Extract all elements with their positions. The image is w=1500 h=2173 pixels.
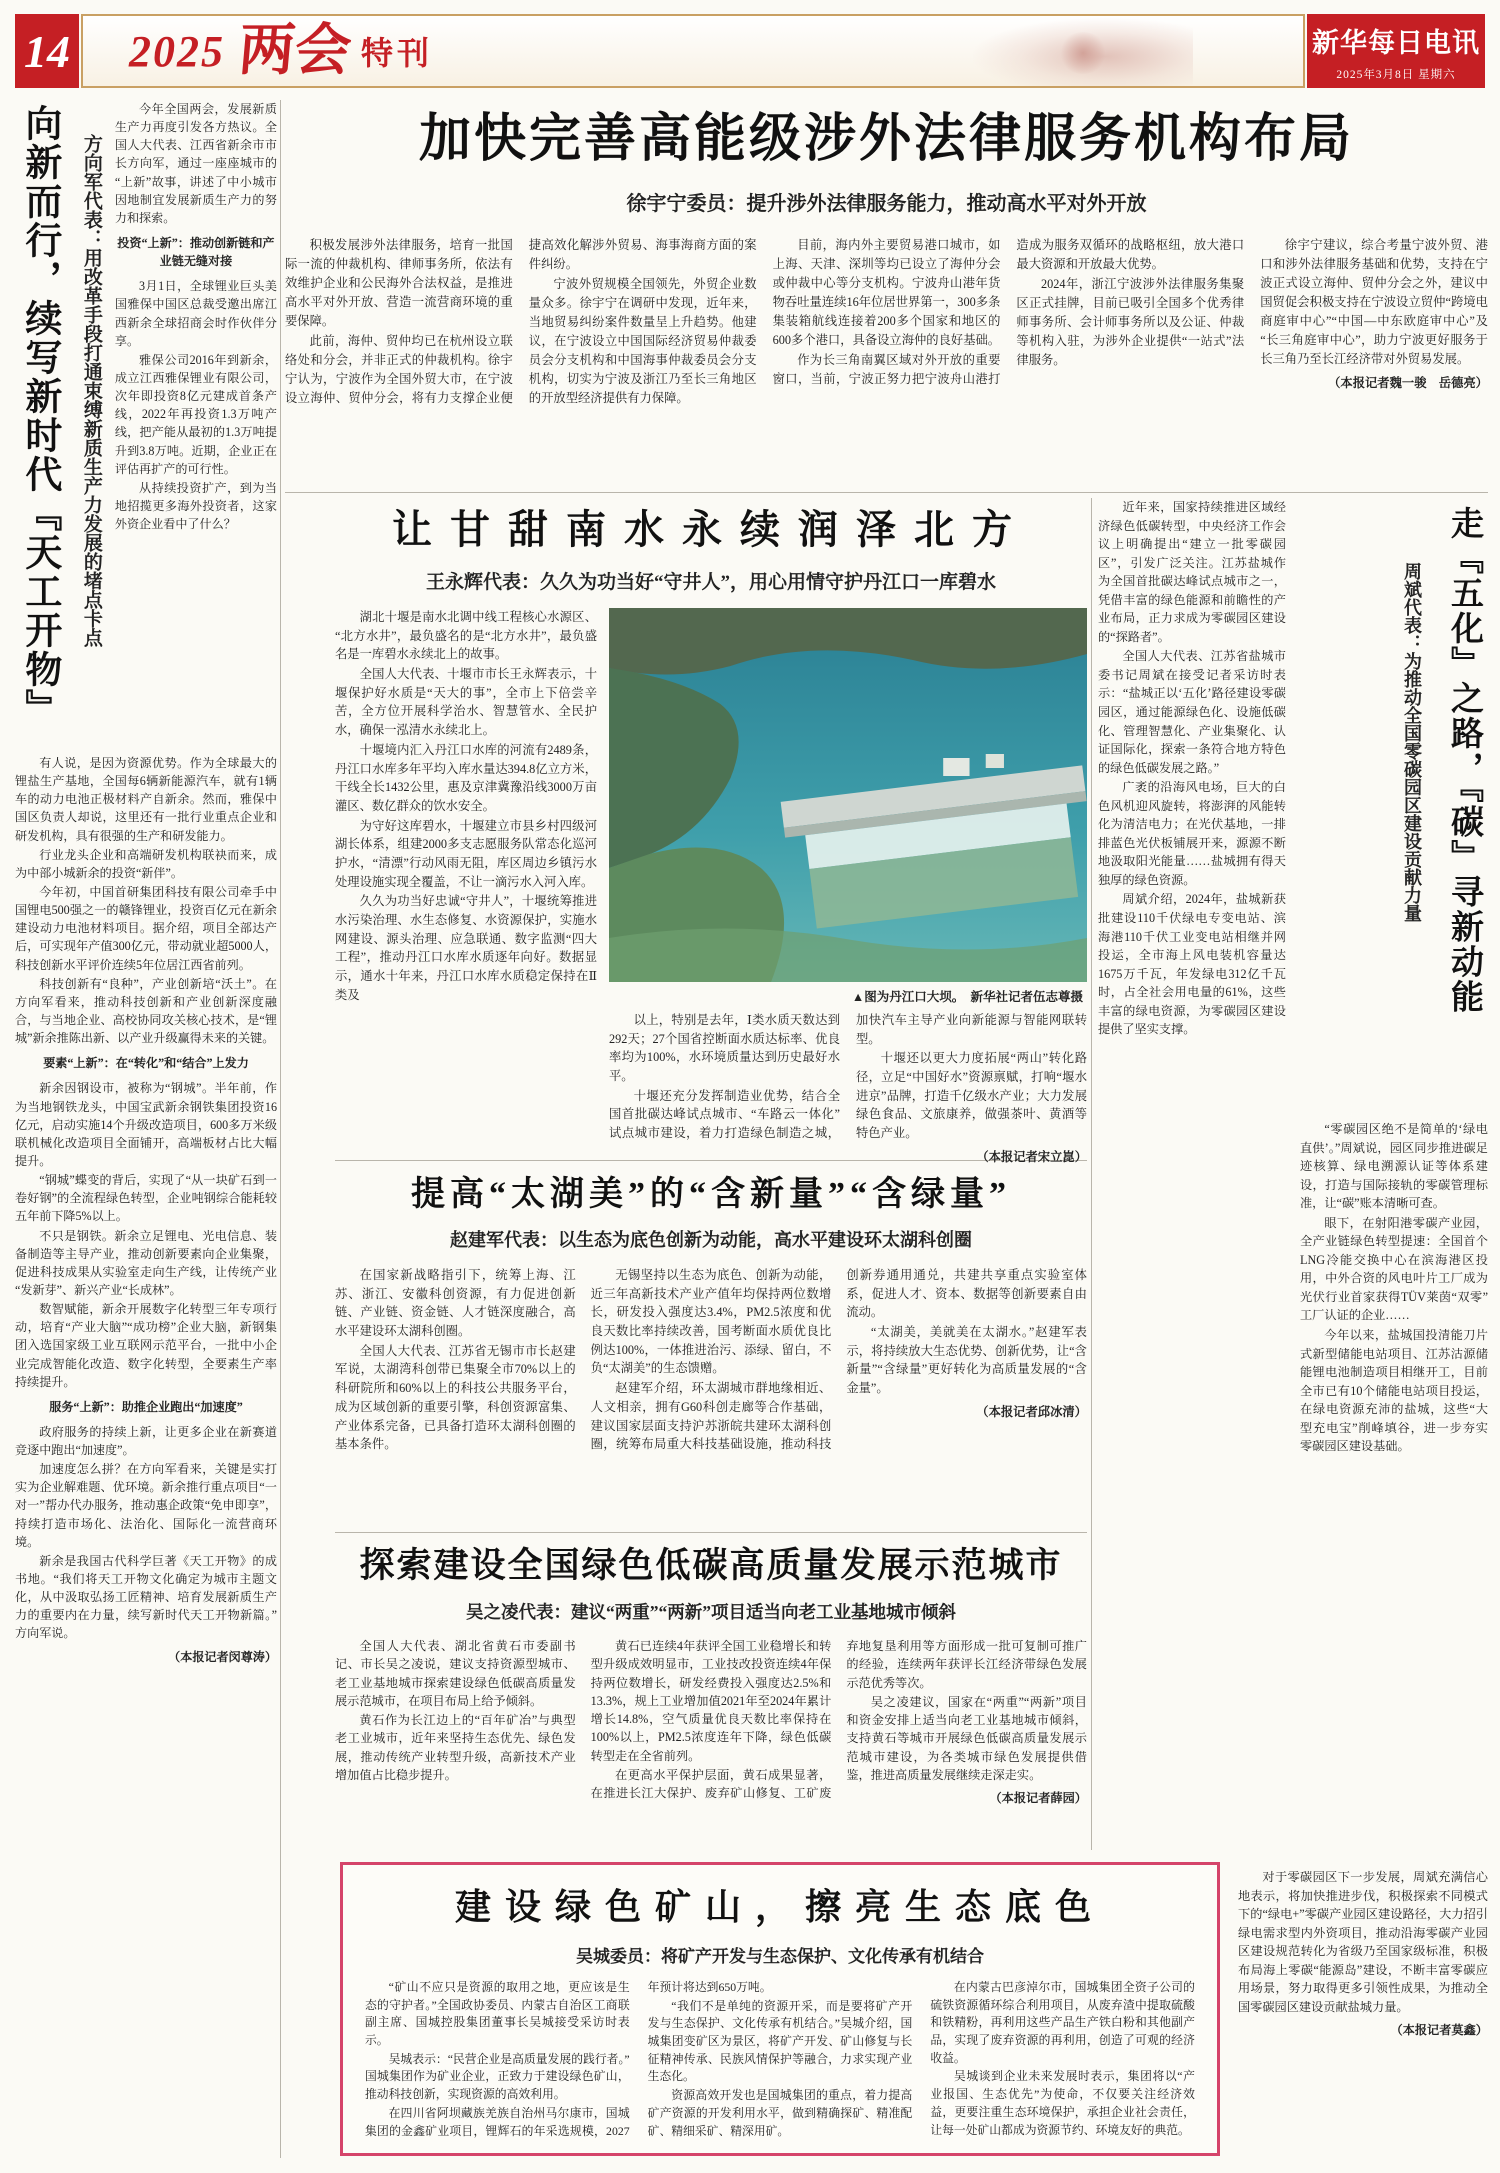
divider-left-column	[280, 100, 281, 2158]
article-taihu-body	[335, 1266, 1087, 1528]
article-zero-carbon-headblock	[1300, 498, 1488, 1110]
edition-suffix: 特刊	[361, 35, 434, 71]
paragraph: 吴城谈到企业未来发展时表示，集团将以“产业报国、生态优先”为使命，不仅要关注经济效益，更要注重生态环境保护，承担企业社会责任，让每一处矿山都成为资源节约、环境友好的典范。	[930, 2069, 1195, 2137]
paragraph: 有人说，是因为资源优势。作为全球最大的锂盐生产基地，全国每6辆新能源汽车，就有1辆车的动力电池正极材料产自新余。然而，雅保中国区负责人却说，这里还有一批行业重点企业和研发机构，具有很强的生产和研发能力。	[15, 756, 277, 843]
article-zero-carbon-byline: 周斌代表：为推动全国零碳园区建设贡献力量	[1402, 562, 1422, 922]
masthead-title: 新华每日电讯	[1312, 27, 1480, 58]
paragraph: 湖北十堰是南水北调中线工程核心水源区、“北方水井”，最负盛名的是“北方水井”，最负盛名是一库碧水永续北上的故事。	[335, 610, 597, 662]
article-green-mine-subtitle: 吴城委员：将矿产开发与生态保护、文化传承有机结合	[576, 1947, 984, 1966]
reporter-credit: （本报记者魏一骏 岳德亮）	[1328, 376, 1488, 391]
paragraph: 在内蒙古巴彦淖尔市，国城集团全资子公司的硫铁资源循环综合利用项目，从废弃渣中提取硫酸和铁精粉，再利用这些产品生产铁白粉和其他副产品，实现了废弃资源的再利用，创造了可观的经济收益。	[930, 1980, 1195, 2065]
article-foreign-law-subtitle: 徐宇宁委员：提升涉外法律服务能力，推动高水平对外开放	[626, 193, 1147, 215]
article-south-water-bottom	[609, 1011, 1087, 1174]
paragraph: “矿山不应只是资源的取用之地，更应该是生态的守护者。”全国政协委员、内蒙古自治区工商联副主席、国城控股集团董事长吴城接受采访时表示。	[365, 1980, 630, 2048]
edition-year: 2025	[129, 26, 225, 76]
paragraph: 吴城表示：“民营企业是高质量发展的践行者。”国城集团作为矿业企业，正致力于建设绿色矿山，推动科技创新，实现资源的高效利用。	[365, 2051, 630, 2102]
paragraph: 数智赋能，新余开展数字化转型三年专项行动，培育“产业大脑”“成功榜”企业大脑，新钢集团入选国家级工业互联网示范平台，一批中小企业完成智能化改造、数字化转型，全要素生产率持续提升。	[15, 1302, 277, 1389]
section-subhead: 要素“上新”：在“转化”和“结合”上发力	[43, 1056, 249, 1071]
paragraph: 徐宇宁建议，综合考量宁波外贸、港口和涉外法律服务基础和优势，支持在宁波正式设立海仲、贸仲分会之外，建议中国贸促会积极支持在宁波设立贸仲“跨境电商庭审中心”“中国—中东欧庭审中心”及“长三角庭审中心”，助力宁波更好服务于长三角乃至长江经济带对外贸易发展。	[1260, 238, 1488, 367]
paragraph: 广袤的沿海风电场，巨大的白色风机迎风旋转，将澎湃的风能转化为清洁电力；在光伏基地，一排排蓝色光伏板铺展开来，源源不断地汲取阳光能量……盐城拥有得天独厚的绿色资源。	[1098, 780, 1286, 887]
article-zero-carbon-column-a	[1098, 498, 1286, 1854]
reporter-credit: （本报记者闵尊涛）	[168, 1649, 277, 1664]
reporter-credit: （本报记者宋立崑）	[976, 1149, 1087, 1164]
paragraph: 今年全国两会，发展新质生产力再度引发各方热议。全国人大代表、江西省新余市市长方向军，通过一座座城市的“上新”故事，讲述了中小城市因地制宜发展新质生产力的努力和探索。	[114, 102, 277, 225]
section-subhead: 投资“上新”：推动创新链和产业链无缝对接	[117, 235, 275, 269]
paragraph: “钢城”蝶变的背后，实现了“从一块矿石到一卷好钢”的全流程绿色转型，企业吨钢综合能耗较五年前下降5%以上。	[15, 1173, 277, 1224]
paragraph: 从持续投资扩产，到为当地招揽更多海外投资者，这家外资企业看中了什么？	[114, 480, 277, 532]
article-demo-city-subtitle: 吴之凌代表：建议“两重”“两新”项目适当向老工业基地城市倾斜	[466, 1602, 956, 1622]
paragraph: 全国人大代表、湖北省黄石市委副书记、市长吴之凌说，建议支持资源型城市、老工业基地城市探索建设绿色低碳高质量发展示范城市，在项目布局上给予倾斜。	[335, 1639, 576, 1708]
article-south-water-left-column	[335, 608, 597, 1174]
divider-right-column	[1091, 498, 1092, 1850]
paragraph: 黄石作为长江边上的“百年矿冶”与典型老工业城市，近年来坚持生态优先、绿色发展，推动传统产业转型升级，高新技术产业增加值占比稳步提升。	[335, 1713, 576, 1783]
article-foreign-law	[285, 96, 1488, 488]
article-xinyu-intro	[115, 100, 277, 748]
paragraph: 加速度怎么拼？在方向军看来，关键是实打实为企业解难题、优环境。新余推行重点项目“一对一”帮办代办服务，推动惠企政策“免申即享”，持续打造市场化、法治化、国际化一流营商环境。	[15, 1462, 277, 1549]
article-taihu-subtitle: 赵建军代表：以生态为底色创新为动能，高水平建设环太湖科创圈	[450, 1230, 972, 1250]
article-foreign-law-body	[285, 236, 1488, 488]
article-zero-carbon-column-b-text	[1300, 1120, 1488, 1854]
article-zero-carbon-column-b	[1300, 498, 1488, 1854]
paragraph: 资源高效开发也是国城集团的重点，着力提高矿产资源的开发利用水平，做到精确探矿、精准配矿、精细采矿、精深用矿。	[647, 2088, 913, 2138]
paragraph: 眼下，在射阳港零碳产业园，全产业链绿色转型提速：全国首个LNG冷能交换中心在滨海港区投用，中外合资的风电叶片工厂成为光伏行业首家获得TÜV莱茵“双零”工厂认证的企业……	[1300, 1215, 1488, 1323]
paragraph: 全国人大代表、江苏省盐城市委书记周斌在接受记者采访时表示：“盐城正以‘五化’路径建设零碳园区，通过能源绿色化、设施低碳化、管理智慧化、产业集聚化、认证国际化，探索一条符合地方特色的绿色低碳发展之路。”	[1098, 649, 1286, 775]
paragraph: 为守好这库碧水，十堰建立市县乡村四级河湖长体系，组建2000多支志愿服务队常态化巡河护水，“清漂”行动风雨无阻，库区周边乡镇污水处理设施实现全覆盖，不让一滴污水入河入库。	[335, 818, 597, 889]
paragraph: 久久为功当好忠诚“守井人”，十堰统筹推进水污染治理、水生态修复、水资源保护，实施水网建设、源头治理、应急联通、数字监测“四大工程”，推动丹江口水库水质逐年向好。数据显示，通水十年来，丹江口水库水质稳定保持在Ⅱ类及	[335, 894, 597, 1002]
article-xinyu	[15, 100, 277, 2160]
dam-photo-illustration	[609, 608, 1087, 982]
paragraph: 此前，海仲、贸仲均已在杭州设立联络处和分会，并非正式的仲裁机构。徐宇宁认为，宁波作为全国外贸大市，在宁波设立海仲、贸仲分会，将有力支撑企业便捷高效化解涉外贸易、海事海商方面的案件纠纷。	[285, 238, 757, 406]
divider-taihu-democity	[335, 1532, 1087, 1533]
article-zero-carbon-continuation	[1238, 1868, 1488, 2158]
paragraph: 政府服务的持续上新，让更多企业在新赛道竞逐中跑出“加速度”。	[15, 1424, 277, 1458]
article-south-water	[335, 498, 1087, 1174]
paragraph: 目前，海内外主要贸易港口城市，如上海、天津、深圳等均已设立了海仲分会或仲裁中心等分支机构。宁波舟山港年货物吞吐量连续16年位居世界第一，300多条集装箱航线连接着200多个国家和地区的600多个港口，具备设立海仲的良好基础。	[772, 238, 1001, 348]
paragraph: 新余因钢设市，被称为“钢城”。半年前，作为当地钢铁龙头，中国宝武新余钢铁集团投资16亿元，启动实施14个升级改造项目，600多万米级联机械化改造项目全面铺开，高端板材占比大幅提升。	[15, 1081, 277, 1168]
paragraph: 2024年，浙江宁波涉外法律服务集聚区正式挂牌，目前已吸引全国多个优秀律师事务所、会计师事务所以及公证、仲裁等机构入驻，为涉外企业提供“一站式”法律服务。	[1016, 277, 1245, 368]
dam-photo	[609, 608, 1087, 982]
reporter-credit: （本报记者邱冰清）	[976, 1404, 1087, 1419]
article-south-water-subtitle: 王永辉代表：久久为功当好“守井人”，用心用情守护丹江口一库碧水	[425, 572, 996, 593]
paragraph: 行业龙头企业和高端研发机构联袂而来，成为中部小城新余的投资“新伴”。	[15, 847, 277, 880]
paragraph: 在四川省阿坝藏族羌族自治州马尔康市，国城集团的金鑫矿业项目，锂辉石的年采选规模，2027年预计将达到650万吨。	[365, 1980, 772, 2138]
paragraph: 不只是钢铁。新余立足锂电、光电信息、装备制造等主导产业，推动创新要素向企业集聚，促进科技成果从实验室走向生产线，让传统产业“发新芽”、新兴产业“长成林”。	[15, 1228, 277, 1297]
article-xinyu-body	[15, 754, 277, 2149]
article-demo-city	[335, 1538, 1087, 1851]
paragraph: 对于零碳园区下一步发展，周斌充满信心地表示，将加快推进步伐，积极探索不同模式下的“绿电+”零碳产业园区建设路径，大力招引绿电需求型内外资项目，推动沿海零碳产业园区建设规范转化为省级乃至国家级标准，积极布局海上零碳“能源岛”建设，不断丰富零碳应用场景，努力取得更多引领性成果，为推动全国零碳园区建设贡献盐城力量。	[1238, 1870, 1488, 2014]
paragraph: 十堰还以更大力度拓展“两山”转化路径，立足“中国好水”资源禀赋，打响“堰水进京”品牌，打造千亿级水产业；大力发展绿色食品、文旅康养，做强茶叶、黄酒等特色产业。	[856, 1051, 1087, 1141]
article-south-water-right	[609, 608, 1087, 1174]
article-south-water-main	[335, 608, 1087, 1174]
paragraph: 黄石已连续4年获评全国工业稳增长和转型升级成效明显市，工业技改投资连续4年保持两位数增长，研发经费投入强度达2.5%和13.3%，规上工业增加值2021年至2024年累计增长14.8%，空气质量优良天数比率保持在100%以上，PM2.5浓度连年下降，绿色低碳转型走在全省前列。	[590, 1639, 832, 1763]
paragraph: 吴之凌建议，国家在“两重”“两新”项目和资金安排上适当向老工业基地城市倾斜，支持黄石等城市开展绿色低碳高质量发展示范城市建设，为各类城市绿色发展提供借鉴，推进高质量发展继续走深走实。	[846, 1694, 1087, 1783]
article-green-mine-body	[365, 1979, 1195, 2147]
article-green-mine-headline: 建设绿色矿山，擦亮生态底色	[454, 1887, 1105, 1927]
paragraph: 今年初，中国首研集团科技有限公司牵手中国锂电500强之一的赣锋锂业，投资百亿元在新余建设动力电池材料项目。据介绍，项目全部达产后，可实现年产值300亿元，带动就业超5000人，科技创新水平评价连续5年位居江西省前列。	[15, 884, 277, 972]
paragraph: 今年以来，盐城国投清能刀片式新型储能电站项目、江苏沽源储能锂电池制造项目相继开工，目前全市已有10个储能电站项目投运，在绿电资源充沛的盐城，这些“大型充电宝”削峰填谷，进一步夯实零碳园区建设基础。	[1300, 1328, 1488, 1454]
article-taihu	[335, 1166, 1087, 1528]
page-header	[15, 14, 1485, 88]
article-zero-carbon	[1098, 498, 1488, 1854]
paragraph: 3月1日，全球锂业巨头美国雅保中国区总裁受邀出席江西新余全球招商会时作伙伴分享。	[114, 279, 277, 348]
article-taihu-headline: 提高“太湖美”的“含新量”“含绿量”	[411, 1176, 1011, 1213]
paragraph: 宁波外贸规模全国领先，外贸企业数量众多。徐宇宁在调研中发现，近年来，当地贸易纠纷案件数量呈上升趋势。他建议，在宁波设立中国国际经济贸易仲裁委员会分支机构和中国海事仲裁委员会分支机构，切实为宁波及浙江乃至长三角地区的开放型经济提供有力保障。	[528, 277, 757, 406]
paragraph: 在更高水平保护层面，黄石成果显著，在推进长江大保护、废弃矿山修复、工矿废弃地复垦利用等方面形成一批可复制可推广的经验，连续两年获评长江经济带绿色发展示范优秀等次。	[590, 1639, 1087, 1801]
paragraph: 科技创新有“良种”，产业创新培“沃土”。在方向军看来，推动科技创新和产业创新深度融合，与当地企业、高校协同攻关核心技术，是“锂城”新余推陈出新、以产业升级赢得未来的关键。	[15, 976, 277, 1046]
paragraph: 作为长三角南翼区域对外开放的重要窗口，当前，宁波正努力把宁波舟山港打造成为服务双循环的战略枢纽，放大港口最大资源和开放最大优势。	[772, 238, 1245, 387]
paragraph: 周斌介绍，2024年，盐城新获批建设110千伏绿电专变电站、滨海港110千伏工业变电站相继并网投运，全市海上风电装机容量达1675万千瓦，年发绿电312亿千瓦时，占全社会用电量的61%，这些丰富的绿电资源，为零碳园区建设提供了坚实支撑。	[1098, 892, 1286, 1037]
article-green-mine	[340, 1862, 1220, 2156]
paragraph: 近年来，国家持续推进区域经济绿色低碳转型，中央经济工作会议上明确提出“建立一批零碳园区”，引发广泛关注。江苏盐城作为全国首批碳达峰试点城市之一，凭借丰富的绿色能源和前瞻性的产业布局，正力求成为零碳园区建设的“探路者”。	[1098, 500, 1286, 644]
paragraph: 雅保公司2016年到新余，成立江西雅保锂业有限公司，次年即投资8亿元建成首条产线，2022年再投资1.3万吨产线，把产能从最初的1.3万吨提升到3.8万吨。近期，企业正在评估再扩产的可行性。	[114, 352, 277, 476]
edition-event-calligraphy: 两会	[236, 20, 354, 82]
paragraph: 全国人大代表、十堰市市长王永辉表示，十堰保护好水质是“天大的事”，全市上下倍尝辛苦，全方位开展科学治水、智慧管水、全民护水，确保一泓清水永续北上。	[335, 667, 597, 738]
article-foreign-law-headline: 加快完善高能级涉外法律服务机构布局	[418, 111, 1354, 168]
paragraph: 以上，特别是去年，Ⅰ类水质天数达到292天；27个国省控断面水质达标率、优良率均为100%，水环境质量达到历史最好水平。	[609, 1013, 840, 1084]
paragraph: 在国家新战略指引下，统筹上海、江苏、浙江、安徽科创资源，有力促进创新链、产业链、资金链、人才链深度融合，高水平建设环太湖科创圈。	[335, 1268, 576, 1339]
section-subhead: 服务“上新”：助推企业跑出“加速度”	[49, 1399, 243, 1414]
masthead	[1307, 14, 1485, 88]
article-xinyu-top	[15, 100, 277, 748]
article-demo-city-body	[335, 1637, 1087, 1851]
divider-under-top-article	[285, 492, 1488, 493]
paragraph: 无锡坚持以生态为底色、创新为动能，近三年高新技术产业产值年均保持两位数增长，研发投入强度达3.4%，PM2.5浓度和优良天数比率持续改善，国考断面水质优良比例达100%，一体推进治污、添绿、留白，不负“太湖美”的生态馈赠。	[590, 1268, 832, 1376]
article-south-water-headline: 让甘甜南水永续润泽北方	[392, 507, 1030, 552]
masthead-date: 2025年3月8日 星期六	[1336, 68, 1456, 81]
paragraph: “零碳园区绝不是简单的‘绿电直供’。”周斌说，园区同步推进碳足迹核算、绿电溯源认证等体系建设，打造与国际接轨的零碳管理标准，让“碳”账本清晰可查。	[1300, 1122, 1488, 1211]
paragraph: 赵建军介绍，环太湖城市群地缘相近、人文相亲，拥有G60科创走廊等合作基础，建议国家层面支持沪苏浙皖共建环太湖科创圈，统筹布局重大科技基础设施，推动科技创新券通用通兑，共建共享重点实验室体系，促进人才、资本、数据等创新要素自由流动。	[590, 1268, 1087, 1452]
reporter-credit: （本报记者莫鑫）	[1390, 2023, 1488, 2038]
photo-caption: ▲图为丹江口大坝。 新华社记者伍志尊摄	[851, 990, 1083, 1004]
article-demo-city-headline: 探索建设全国绿色低碳高质量发展示范城市	[359, 1546, 1063, 1585]
rose-watermark-image	[973, 18, 1193, 88]
paragraph: “我们不是单纯的资源开采，而是要将矿产开发与生态保护、文化传承有机结合。”吴城介绍，国城集团变矿区为景区，将矿产开发、矿山修复与长征精神传承、民族风情保护等融合，力求实现产业生态化。	[647, 1998, 913, 2084]
paragraph: 十堰还充分发挥制造业优势，结合全国首批碳达峰试点城市、“车路云一体化”试点城市建设，着力打造绿色制造之城，加快汽车主导产业向新能源与智能网联转型。	[609, 1013, 1087, 1141]
reporter-credit: （本报记者薛园）	[989, 1791, 1087, 1806]
paragraph: 新余是我国古代科学巨著《天工开物》的成书地。“我们将天工开物文化确定为城市主题文化，从中汲取弘扬工匠精神、培育发展新质生产力的重要内在力量，续写新时代天工开物新篇。”方向军说。	[15, 1553, 277, 1641]
article-zero-carbon-headline: 走『五化』之路，『碳』寻新动能	[1446, 506, 1482, 1015]
page-number: 14	[15, 14, 79, 88]
paragraph: 积极发展涉外法律服务，培育一批国际一流的仲裁机构、律师事务所，依法有效维护企业和公民海外合法权益，是推进高水平对外开放、营造一流营商环境的重要保障。	[285, 238, 513, 329]
paragraph: “太湖美，美就美在太湖水。”赵建军表示，将持续放大生态优势、创新优势，让“含新量”“含绿量”更好转化为高质量发展的“含金量”。	[846, 1325, 1087, 1396]
paragraph: 十堰境内汇入丹江口水库的河流有2489条，丹江口水库多年平均入库水量达394.8亿立方米，干线全长1432公里，惠及京津冀豫沿线3000万亩灌区、数亿群众的饮水安全。	[335, 742, 597, 813]
article-xinyu-byline: 方向军代表：用改革手段打通束缚新质生产力发展的堵点卡点	[80, 134, 102, 647]
edition-banner	[81, 14, 1305, 88]
paragraph: 全国人大代表、江苏省无锡市市长赵建军说，太湖湾科创带已集聚全市70%以上的科研院所和60%以上的科技公共服务平台，成为区域创新的重要引擎，科创资源富集、产业体系完备，已具备打造环太湖科创圈的基本条件。	[335, 1343, 576, 1452]
article-xinyu-headline: 向新而行，续写新时代『天工开物』	[18, 104, 60, 728]
